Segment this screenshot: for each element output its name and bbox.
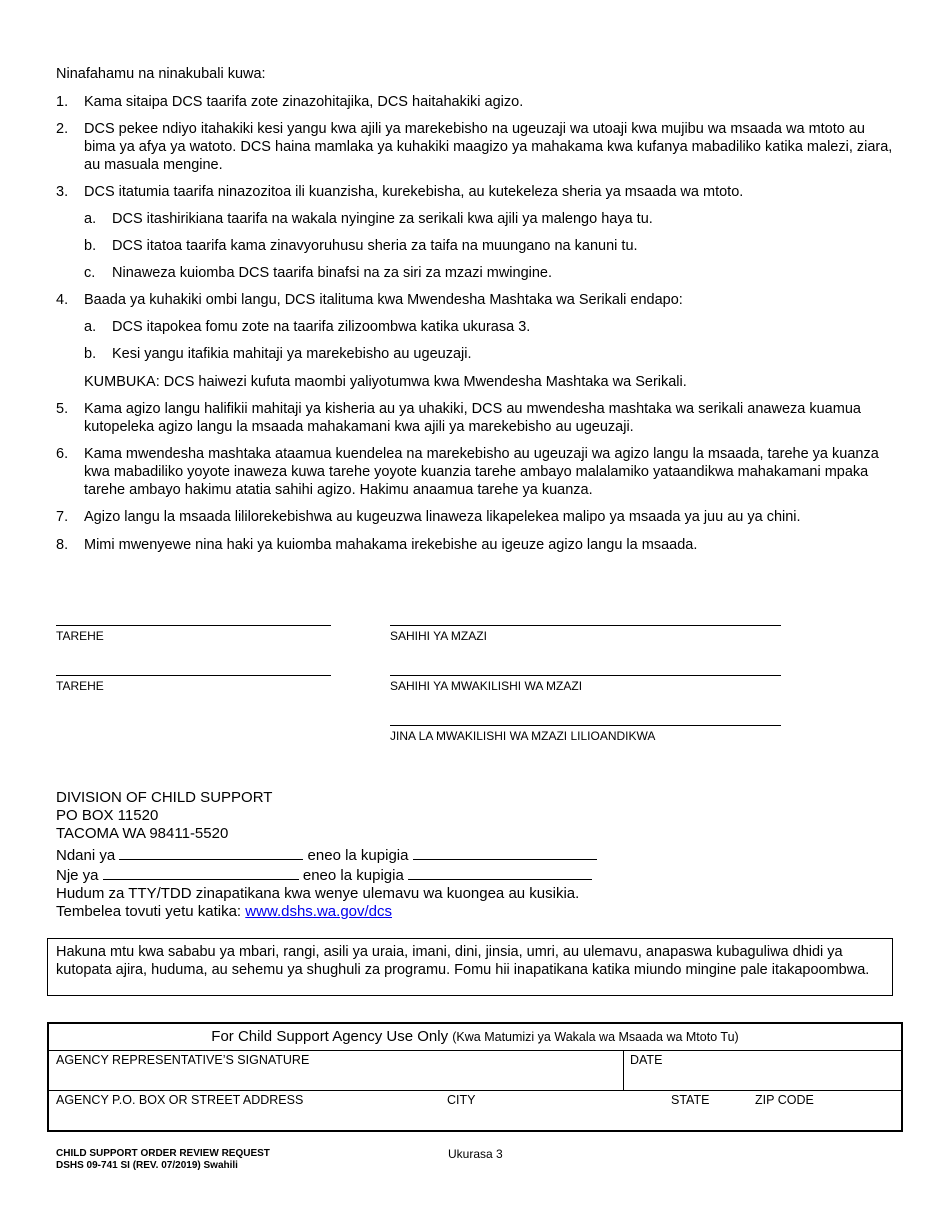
agency-box-title xyxy=(49,1024,901,1051)
list-item xyxy=(56,508,896,526)
notice-text: Hakuna mtu kwa sababu ya mbari, rangi, asili ya uraia, imani, dini, jinsia, umri, au ulemavu, anapaswa kubaguliwa dhidi ya kutopata ajira, huduma, au sehemu ya shughuli za programu. Fomu hii inapatikana katika miundo mingine pale itakapoombwa. xyxy=(56,944,870,978)
sub-item-letter: b. xyxy=(84,346,97,362)
inside-area-code-blank[interactable] xyxy=(413,846,597,860)
agency-rep-signature-field[interactable]: AGENCY REPRESENTATIVE’S SIGNATURE xyxy=(56,1053,310,1067)
address-line: PO BOX 11520 xyxy=(56,807,159,824)
item-number: 1. xyxy=(56,94,69,110)
outside-area-code-blank[interactable] xyxy=(408,866,592,880)
note-text: KUMBUKA: DCS haiwezi kufuta maombi yaliyotumwa kwa Mwendesha Mashtaka wa Serikali. xyxy=(84,374,687,390)
item-text: Kama sitaipa DCS taarifa zote zinazohitajika, DCS haitahakiki agizo. xyxy=(84,94,524,110)
inside-label: Ndani ya xyxy=(56,847,116,864)
agency-city-field[interactable]: CITY xyxy=(447,1093,476,1107)
area-code-label: eneo la kupigia xyxy=(302,867,404,884)
rep-name-line[interactable] xyxy=(390,725,781,726)
sub-list-item xyxy=(84,264,884,282)
item-text: Kama agizo langu halifikii mahitaji ya kisheria au ya uhakiki, DCS au mwendesha mashtaka wa serikali anaweza kuamua kutopeleka agizo langu la msaada mahakamani kwa ajili ya marekebisho au ugeuzaji. xyxy=(84,401,861,435)
agency-zip-field[interactable]: ZIP CODE xyxy=(755,1093,814,1107)
website-link[interactable]: www.dshs.wa.gov/dcs xyxy=(245,903,393,920)
phone-outside-row xyxy=(56,866,592,885)
address-line: TACOMA WA 98411-5520 xyxy=(56,825,229,842)
phone-inside-row xyxy=(56,846,597,865)
agency-state-field[interactable]: STATE xyxy=(671,1093,710,1107)
rep-name-label: JINA LA MWAKILISHI WA MZAZI LILIOANDIKWA xyxy=(390,729,656,743)
item-number: 7. xyxy=(56,509,69,525)
list-item xyxy=(56,536,896,554)
item-number: 4. xyxy=(56,292,69,308)
sub-item-letter: b. xyxy=(84,238,97,254)
rep-signature-line[interactable] xyxy=(390,675,781,676)
agency-title-swahili: (Kwa Matumizi ya Wakala wa Msaada wa Mtoto Tu) xyxy=(452,1030,739,1044)
list-item xyxy=(56,93,896,111)
list-item xyxy=(56,120,896,174)
item-text: Kama mwendesha mashtaka ataamua kuendelea na marekebisho au ugeuzaji wa agizo langu la msaada, tarehe ya kuanza kwa mabadiliko yoyote inaweza kuwa tarehe yoyote kuanzia tarehe ambayo malalamiko yataandikwa mahakamani mpaka tarehe ambayo hakimu atatia sahihi agizo. Hakimu anaamua tarehe ya kuanza. xyxy=(84,446,879,498)
item-number: 8. xyxy=(56,537,69,553)
date-label: TAREHE xyxy=(56,629,104,643)
form-id: DSHS 09-741 SI (REV. 07/2019) Swahili xyxy=(56,1160,238,1171)
list-item xyxy=(56,400,896,436)
sub-item-text: DCS itapokea fomu zote na taarifa zilizoombwa katika ukurasa 3. xyxy=(112,319,531,335)
area-code-label: eneo la kupigia xyxy=(307,847,409,864)
visit-label: Tembelea tovuti yetu katika: xyxy=(56,903,242,920)
date-line[interactable] xyxy=(56,625,331,626)
outside-label: Nje ya xyxy=(56,867,99,884)
sub-list-item xyxy=(84,237,884,255)
sub-item-text: Kesi yangu itafikia mahitaji ya marekebisho au ugeuzaji. xyxy=(112,346,472,362)
date-line[interactable] xyxy=(56,675,331,676)
sub-list-item xyxy=(84,210,884,228)
sub-item-text: DCS itashirikiana taarifa na wakala nyingine za serikali kwa ajili ya malengo haya tu. xyxy=(112,211,653,227)
sub-item-letter: c. xyxy=(84,265,96,281)
divider xyxy=(623,1050,624,1090)
parent-signature-label: SAHIHI YA MZAZI xyxy=(390,629,487,643)
item-number: 6. xyxy=(56,446,69,462)
agency-title: For Child Support Agency Use Only xyxy=(211,1028,449,1045)
list-item xyxy=(56,183,896,201)
rep-signature-label: SAHIHI YA MWAKILISHI WA MZAZI xyxy=(390,679,583,693)
agency-address-field[interactable]: AGENCY P.O. BOX OR STREET ADDRESS xyxy=(56,1093,304,1107)
tty-text: Hudum za TTY/TDD zinapatikana kwa wenye ulemavu wa kuongea au kusikia. xyxy=(56,885,580,902)
item-text: Baada ya kuhakiki ombi langu, DCS italituma kwa Mwendesha Mashtaka wa Serikali endapo: xyxy=(84,292,683,308)
sub-list-item xyxy=(84,318,884,336)
form-footer xyxy=(56,1148,270,1172)
item-number: 2. xyxy=(56,121,69,137)
outside-number-blank[interactable] xyxy=(103,866,299,880)
date-label: TAREHE xyxy=(56,679,104,693)
address-line: DIVISION OF CHILD SUPPORT xyxy=(56,789,273,806)
inside-number-blank[interactable] xyxy=(119,846,303,860)
list-item xyxy=(56,291,896,309)
sub-item-text: Ninaweza kuiomba DCS taarifa binafsi na za siri za mzazi mwingine. xyxy=(112,265,553,281)
agency-date-field[interactable]: DATE xyxy=(630,1053,663,1067)
parent-signature-line[interactable] xyxy=(390,625,781,626)
agency-use-box xyxy=(47,1022,903,1132)
item-text: DCS pekee ndiyo itahakiki kesi yangu kwa ajili ya marekebisho na ugeuzaji wa utoaji kwa mujibu wa msaada wa mtoto au bima ya afya ya watoto. DCS haina mamlaka ya kuhakiki maagizo ya mahakama kwa kufanya mabadiliko katika malezi, ziara, au masuala mengine. xyxy=(84,121,893,173)
intro-text: Ninafahamu na ninakubali kuwa: xyxy=(56,66,266,82)
item-text: Agizo langu la msaada lililorekebishwa au kugeuzwa linaweza likapelekea malipo ya msaada ya juu au ya chini. xyxy=(84,509,801,525)
item-number: 3. xyxy=(56,184,69,200)
divider xyxy=(49,1090,901,1091)
nondiscrimination-notice xyxy=(47,938,893,996)
sub-item-letter: a. xyxy=(84,211,97,227)
website-row xyxy=(56,903,392,921)
item-number: 5. xyxy=(56,401,69,417)
item-text: DCS itatumia taarifa ninazozitoa ili kuanzisha, kurekebisha, au kutekeleza sheria ya msaada wa mtoto. xyxy=(84,184,744,200)
page-number: Ukurasa 3 xyxy=(448,1147,503,1161)
sub-item-text: DCS itatoa taarifa kama zinavyoruhusu sheria za taifa na muungano na kanuni tu. xyxy=(112,238,638,254)
list-item xyxy=(56,445,896,499)
item-text: Mimi mwenyewe nina haki ya kuiomba mahakama irekebishe au igeuze agizo langu la msaada. xyxy=(84,537,698,553)
sub-list-item xyxy=(84,345,884,363)
form-title: CHILD SUPPORT ORDER REVIEW REQUEST xyxy=(56,1148,270,1159)
sub-item-letter: a. xyxy=(84,319,97,335)
